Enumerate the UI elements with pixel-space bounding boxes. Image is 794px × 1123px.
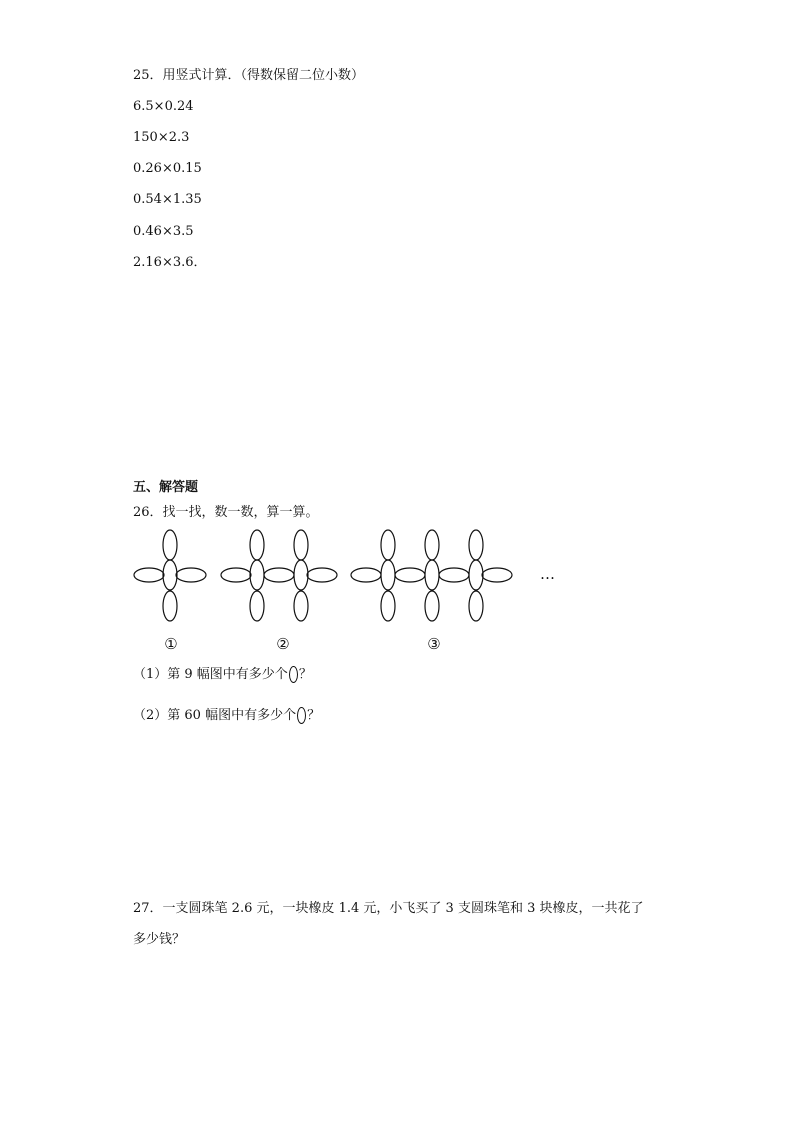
- q27-line2: 多少钱？: [133, 932, 186, 947]
- figure-label-3: ③: [427, 635, 441, 653]
- q25-item-2: 150×2.3: [133, 130, 190, 145]
- oval-shape: [425, 530, 439, 560]
- oval-shape: [163, 560, 177, 590]
- figure-2-ovals: [221, 530, 337, 621]
- oval-shape: [469, 560, 483, 590]
- q25-item-5: 0.46×3.5: [133, 224, 194, 239]
- oval-shape: [469, 591, 483, 621]
- oval-shape: [221, 568, 251, 582]
- q25-item-4: 0.54×1.35: [133, 192, 202, 207]
- q26-sub2-text: （2）第 60 幅图中有多少个: [133, 708, 297, 723]
- q25-item-3: 0.26×0.15: [133, 161, 202, 176]
- q26-title: 26．找一找，数一数，算一算。: [133, 505, 319, 520]
- oval-shape: [163, 530, 177, 560]
- oval-shape: [381, 560, 395, 590]
- oval-shape: [134, 568, 164, 582]
- oval-shape: [176, 568, 206, 582]
- ellipsis: …: [540, 565, 557, 583]
- oval-shape: [439, 568, 469, 582]
- q26-sub1-suffix: ？: [298, 667, 312, 682]
- oval-shape: [294, 591, 308, 621]
- oval-shape: [381, 530, 395, 560]
- oval-shape: [294, 560, 308, 590]
- q26-sub1-text: （1）第 9 幅图中有多少个: [133, 667, 288, 682]
- q25-item-6: 2.16×3.6．: [133, 255, 207, 270]
- oval-shape: [381, 591, 395, 621]
- figure-1-ovals: [134, 530, 206, 621]
- q25-title: 25．用竖式计算．（得数保留二位小数）: [133, 68, 365, 83]
- q26-sub1: [133, 666, 312, 683]
- q26-sub2-suffix: ？: [307, 708, 321, 723]
- oval-shape: [482, 568, 512, 582]
- oval-icon: [289, 666, 298, 683]
- oval-shape: [250, 591, 264, 621]
- oval-shape: [395, 568, 425, 582]
- q27-line1: 27．一支圆珠笔 2.6 元，一块橡皮 1.4 元，小飞买了 3 支圆珠笔和 3 块橡皮，一共花了: [133, 901, 644, 916]
- q25-item-1: 6.5×0.24: [133, 99, 194, 114]
- oval-shape: [469, 530, 483, 560]
- oval-shape: [307, 568, 337, 582]
- oval-shape: [425, 591, 439, 621]
- q26-sub2: [133, 707, 320, 724]
- oval-shape: [425, 560, 439, 590]
- oval-shape: [250, 560, 264, 590]
- figure-3-ovals: [351, 530, 512, 621]
- figure-label-2: ②: [276, 635, 290, 653]
- oval-shape: [351, 568, 381, 582]
- section-title: 五、解答题: [133, 480, 199, 495]
- oval-shape: [163, 591, 177, 621]
- oval-shape: [294, 530, 308, 560]
- oval-shape: [264, 568, 294, 582]
- figure-label-1: ①: [164, 635, 178, 653]
- oval-shape: [250, 530, 264, 560]
- oval-icon: [297, 707, 306, 724]
